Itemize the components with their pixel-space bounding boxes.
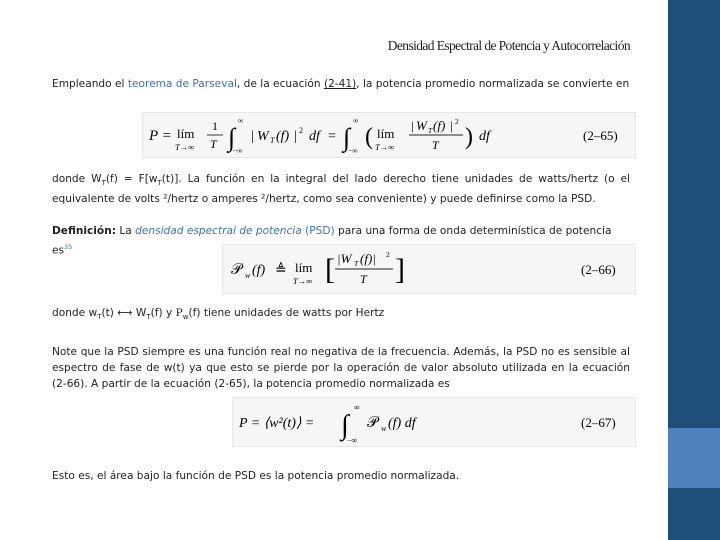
eq1-num-rest: (f) bbox=[433, 118, 446, 133]
eq1-Wsub: T bbox=[270, 136, 275, 145]
p4-text-d: (f) tiene unidades de watts por Hertz bbox=[188, 307, 385, 319]
eq1-bar-right: | bbox=[294, 129, 297, 144]
p2-text-a: donde W bbox=[52, 173, 102, 185]
eq1-paren-right: ) bbox=[465, 124, 473, 150]
eq2-den: T bbox=[360, 272, 367, 286]
eq1-paren-left: ( bbox=[365, 124, 373, 150]
eq2-bracket-right: ] bbox=[395, 253, 405, 286]
eq1-integral-1: ∫ bbox=[228, 123, 236, 152]
eq2-f: (f) bbox=[252, 263, 266, 278]
eq1-lim-2: lím bbox=[377, 126, 395, 141]
eq1-num-exp: 2 bbox=[455, 117, 459, 126]
eq1-equals: = bbox=[328, 129, 336, 144]
eq1-num-W: W bbox=[416, 118, 427, 133]
eq1-lower-1: −∞ bbox=[233, 146, 243, 155]
definition-pre: La bbox=[115, 225, 136, 237]
eq3-lhs: P = ⟨w²(t)⟩ = bbox=[239, 416, 315, 431]
eq3-rest: (f) df bbox=[388, 416, 416, 431]
side-decoration-bar bbox=[668, 0, 720, 540]
eq1-df-2: df bbox=[479, 129, 490, 144]
eq1-f: (f) bbox=[276, 129, 290, 144]
eq1-lower-2: −∞ bbox=[348, 146, 358, 155]
eq1-bar-left: | bbox=[251, 129, 254, 144]
definition-post: para una forma de onda determinística de potencia es bbox=[52, 225, 612, 257]
p4-text-a: donde w bbox=[52, 307, 98, 319]
p4-text-b: (t) ⟷ W bbox=[101, 307, 147, 319]
eq1-num-sub: T bbox=[428, 126, 433, 135]
paragraph-conclusion: Esto es, el área bajo la función de PSD es la potencia promedio normalizada. bbox=[52, 470, 460, 482]
eq1-num-bar-l: | bbox=[411, 118, 414, 133]
eq3-integrand: 𝒫 bbox=[367, 415, 378, 431]
eq2-numsub: T bbox=[354, 259, 359, 268]
p4-sub2: T bbox=[146, 313, 151, 322]
paragraph-psd-properties: Note que la PSD siempre es una función real no negativa de la frecuencia. Además, la PSD no es sensible al espectro de fase de w(t) ya que esto se pierde por la operación de valor absoluto utilizada en la ecuación (2-66). A partir de la ecuación (2-65), la potencia promedio normalizada es bbox=[52, 346, 630, 390]
eq1-exp: 2 bbox=[299, 126, 303, 135]
side-bar-light-block bbox=[668, 428, 720, 488]
eq2-numrest: (f)| bbox=[360, 251, 376, 266]
eq1-upper-2: ∞ bbox=[353, 116, 359, 125]
equation-2-66 bbox=[222, 244, 636, 294]
eq3-lower: −∞ bbox=[347, 436, 358, 445]
p4-text-c: (f) y bbox=[150, 307, 176, 319]
eq2-limsub: T→∞ bbox=[293, 276, 313, 286]
eq1-den: T bbox=[432, 138, 439, 152]
eq1-upper-1: ∞ bbox=[238, 116, 244, 125]
eq1-limsub: T→∞ bbox=[175, 142, 195, 152]
p4-P: P bbox=[175, 307, 183, 319]
p4-sub3: w bbox=[182, 313, 189, 322]
eq3-integral: ∫ bbox=[341, 410, 349, 441]
eq1-W: W bbox=[257, 129, 269, 144]
eq2-tag: (2–66) bbox=[581, 262, 616, 277]
eq1-one: 1 bbox=[212, 119, 218, 133]
p2-sub: T bbox=[101, 179, 106, 188]
footnote-marker: 35 bbox=[64, 243, 73, 251]
definition-label: Definición: bbox=[52, 225, 116, 237]
p2-sub2: T bbox=[157, 179, 162, 188]
paragraph-psd-units-2 bbox=[52, 305, 630, 325]
p4-sub: T bbox=[97, 313, 102, 322]
eq1-integral-2: ∫ bbox=[343, 123, 351, 152]
eq2-bracket-left: [ bbox=[325, 253, 335, 286]
eq2-def: ≜ bbox=[275, 263, 287, 278]
eq1-df: df bbox=[309, 129, 320, 144]
equation-reference[interactable]: (2-41) bbox=[323, 78, 357, 90]
equation-2-67 bbox=[232, 397, 636, 447]
eq1-lim: lím bbox=[177, 126, 195, 141]
psd-abbr: (PSD) bbox=[305, 225, 335, 237]
eq1-tag: (2–65) bbox=[583, 128, 618, 143]
psd-term: densidad espectral de potencia bbox=[135, 225, 302, 237]
side-bar-dark-top bbox=[668, 0, 720, 428]
side-bar-dark-bottom bbox=[668, 488, 720, 540]
paragraph-psd-units bbox=[52, 171, 630, 207]
parseval-term: teorema de Parseval bbox=[127, 78, 237, 90]
eq2-lim: lím bbox=[295, 260, 313, 275]
intro-post: , la potencia promedio normalizada se convierte en bbox=[356, 78, 630, 90]
eq2-num: |W bbox=[337, 251, 352, 266]
eq2-exp: 2 bbox=[386, 250, 390, 259]
eq1-limsub-2: T→∞ bbox=[375, 142, 395, 152]
slide-title: Densidad Espectral de Potencia y Autocorrelación bbox=[387, 38, 630, 53]
eq1-T: T bbox=[210, 137, 217, 151]
eq3-sub: w bbox=[381, 424, 387, 433]
eq1-num-bar-r: | bbox=[450, 118, 453, 133]
eq2-Psub: w bbox=[245, 271, 251, 280]
paragraph-intro bbox=[52, 76, 630, 92]
intro-pre: Empleando el bbox=[52, 78, 128, 90]
p2-text-c: (t)]. La función en la integral del lado derecho tiene unidades de watts/hertz (o el equivalente de volts ²/hertz o amperes ²/hertz, como sea conveniente) y puede definirse como la PSD. bbox=[52, 173, 631, 206]
equation-2-65 bbox=[142, 112, 636, 158]
eq1-lhs: P = bbox=[149, 128, 172, 144]
intro-mid: , de la ecuación bbox=[236, 78, 324, 90]
p2-text-b: (f) = F[w bbox=[105, 173, 158, 185]
eq3-tag: (2–67) bbox=[581, 415, 616, 430]
eq2-P: 𝒫 bbox=[231, 262, 242, 278]
eq3-upper: ∞ bbox=[354, 403, 360, 412]
